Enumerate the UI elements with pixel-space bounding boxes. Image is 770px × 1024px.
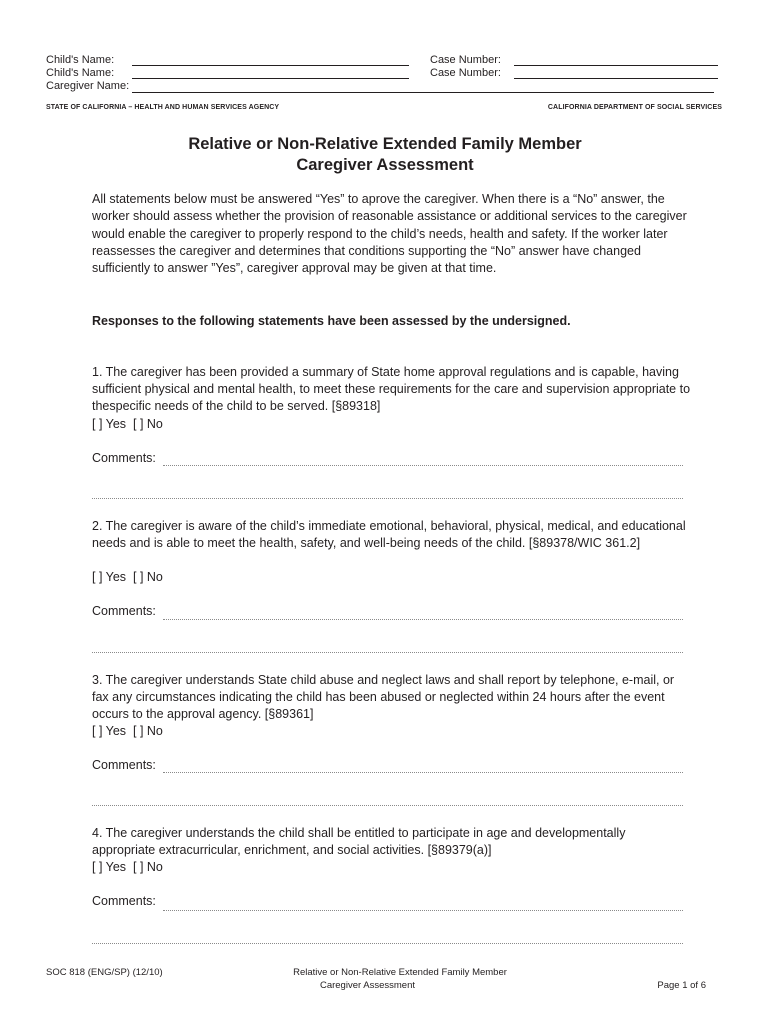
childs-name-label-1: Child's Name: — [46, 54, 115, 66]
agency-left: STATE OF CALIFORNIA – HEALTH AND HUMAN SERVICES AGENCY — [46, 104, 280, 111]
case-number-label-2: Case Number: — [430, 67, 501, 79]
document-title-line-2: Caregiver Assessment — [296, 156, 474, 174]
item-3-comments-line-1[interactable] — [163, 772, 683, 773]
item-1-yes-checkbox[interactable]: [ ] Yes — [92, 417, 127, 431]
intro-paragraph: All statements below must be answered “Yes” to aprove the caregiver. When there is a “No” answer, the worker should assess whether the provision of reasonable assistance or additional services to the caregiver would enable the caregiver to properly respond to the child’s needs, health and safety. If the worker later reassesses the caregiver and determines that conditions supporting the “No” answer have changed sufficiently to answer ”Yes”, caregiver approval may be given at that time. — [92, 192, 687, 276]
childs-name-field-1[interactable] — [132, 65, 409, 66]
item-4-comments-line-1[interactable] — [163, 910, 683, 911]
footer-title-line-2: Caregiver Assessment — [319, 980, 416, 991]
item-1-comments-line-1[interactable] — [163, 465, 683, 466]
case-number-field-2[interactable] — [514, 78, 718, 79]
item-1-no-checkbox[interactable]: [ ] No — [133, 417, 163, 431]
item-3-no-checkbox[interactable]: [ ] No — [133, 724, 163, 738]
caregiver-name-label: Caregiver Name: — [46, 80, 130, 92]
footer-form-id: SOC 818 (ENG/SP) (12/10) — [46, 967, 163, 978]
item-2-text: 2. The caregiver is aware of the child’s immediate emotional, behavioral, physical, medical, and educational needs and is able to meet the health, safety, and well-being needs of the child. [§89378/WIC 361.2] — [92, 519, 686, 550]
footer-title-line-1: Relative or Non-Relative Extended Family Member — [293, 967, 507, 978]
item-2-answer — [92, 569, 163, 586]
item-3-comments-label: Comments: — [92, 758, 156, 772]
item-2-comments-line-2[interactable] — [92, 652, 683, 653]
item-4-comments-label: Comments: — [92, 894, 156, 908]
item-3-answer — [92, 723, 163, 740]
agency-right: CALIFORNIA DEPARTMENT OF SOCIAL SERVICES — [547, 104, 722, 111]
case-number-field-1[interactable] — [514, 65, 718, 66]
document-title-line-1: Relative or Non-Relative Extended Family Member — [188, 135, 582, 153]
item-1-answer — [92, 416, 163, 433]
childs-name-label-2: Child's Name: — [46, 67, 115, 79]
item-4-yes-checkbox[interactable]: [ ] Yes — [92, 860, 127, 874]
item-4-text: 4. The caregiver understands the child shall be entitled to participate in age and developmentally appropriate extracurricular, enrichment, and social activities. [§89379(a)] — [92, 826, 626, 857]
item-2-comments-line-1[interactable] — [163, 619, 683, 620]
case-number-label-1: Case Number: — [430, 54, 501, 66]
item-4-comments-line-2[interactable] — [92, 943, 683, 944]
item-3-comments-line-2[interactable] — [92, 805, 683, 806]
item-2-comments-label: Comments: — [92, 604, 156, 618]
childs-name-field-2[interactable] — [132, 78, 409, 79]
footer-page-number: Page 1 of 6 — [657, 980, 706, 991]
item-1-comments-line-2[interactable] — [92, 498, 683, 499]
item-1-text: 1. The caregiver has been provided a summary of State home approval regulations and is capable, having sufficient physical and mental health, to meet these requirements for the care and supervision appropriate to thespecific needs of the child to be served. [§89318] — [92, 365, 691, 413]
item-2-no-checkbox[interactable]: [ ] No — [133, 570, 163, 584]
item-2-yes-checkbox[interactable]: [ ] Yes — [92, 570, 127, 584]
item-4-answer — [92, 859, 163, 876]
item-1-comments-label: Comments: — [92, 451, 156, 465]
item-3-yes-checkbox[interactable]: [ ] Yes — [92, 724, 127, 738]
lead-statement: Responses to the following statements have been assessed by the undersigned. — [92, 314, 571, 328]
item-4-no-checkbox[interactable]: [ ] No — [133, 860, 163, 874]
caregiver-name-field[interactable] — [132, 92, 714, 93]
item-3-text: 3. The caregiver understands State child abuse and neglect laws and shall report by telephone, e-mail, or fax any circumstances indicating the child has been abused or neglected within 24 hours after the event occurs to the approval agency. [§89361] — [92, 673, 675, 721]
